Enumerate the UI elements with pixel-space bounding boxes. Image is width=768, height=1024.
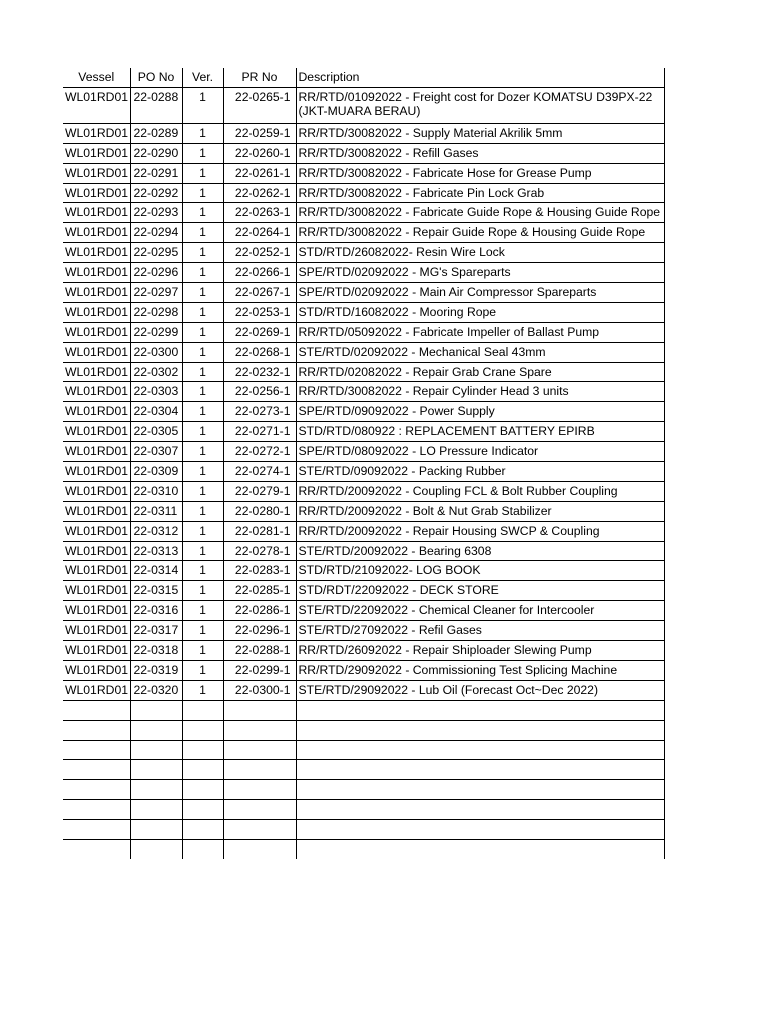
cell-po-no: 22-0295: [130, 243, 182, 263]
cell-ver: 1: [182, 163, 223, 183]
table-row: [63, 203, 664, 223]
empty-cell: [182, 839, 223, 858]
cell-pr-no: 22-0274-1: [223, 462, 296, 482]
cell-description: RR/RTD/30082022 - Supply Material Akrilik 5mm: [296, 123, 664, 143]
cell-description: SPE/RTD/02092022 - MG's Spareparts: [296, 263, 664, 283]
cell-ver: 1: [182, 601, 223, 621]
cell-vessel: WL01RD01: [63, 183, 130, 203]
cell-pr-no: 22-0268-1: [223, 342, 296, 362]
cell-ver: 1: [182, 481, 223, 501]
empty-row: [63, 700, 664, 720]
cell-vessel: WL01RD01: [63, 243, 130, 263]
cell-ver: 1: [182, 660, 223, 680]
cell-vessel: WL01RD01: [63, 501, 130, 521]
cell-pr-no: 22-0266-1: [223, 263, 296, 283]
table-row: [63, 561, 664, 581]
cell-pr-no: 22-0261-1: [223, 163, 296, 183]
cell-description: STE/RTD/09092022 - Packing Rubber: [296, 462, 664, 482]
cell-pr-no: 22-0286-1: [223, 601, 296, 621]
cell-po-no: 22-0313: [130, 541, 182, 561]
empty-row: [63, 839, 664, 858]
cell-vessel: WL01RD01: [63, 581, 130, 601]
cell-po-no: 22-0291: [130, 163, 182, 183]
table-row: [63, 422, 664, 442]
empty-cell: [223, 839, 296, 858]
cell-po-no: 22-0317: [130, 621, 182, 641]
empty-cell: [223, 800, 296, 820]
cell-description: RR/RTD/26092022 - Repair Shiploader Slewing Pump: [296, 641, 664, 661]
empty-cell: [296, 740, 664, 760]
empty-row: [63, 820, 664, 840]
cell-pr-no: 22-0253-1: [223, 302, 296, 322]
cell-vessel: WL01RD01: [63, 541, 130, 561]
cell-pr-no: 22-0300-1: [223, 680, 296, 700]
cell-pr-no: 22-0264-1: [223, 223, 296, 243]
cell-po-no: 22-0288: [130, 87, 182, 123]
cell-po-no: 22-0294: [130, 223, 182, 243]
cell-ver: 1: [182, 263, 223, 283]
cell-description: RR/RTD/05092022 - Fabricate Impeller of Ballast Pump: [296, 322, 664, 342]
cell-vessel: WL01RD01: [63, 561, 130, 581]
cell-vessel: WL01RD01: [63, 263, 130, 283]
empty-cell: [296, 700, 664, 720]
table-row: [63, 123, 664, 143]
empty-cell: [182, 800, 223, 820]
cell-description: SPE/RTD/08092022 - LO Pressure Indicator: [296, 442, 664, 462]
cell-pr-no: 22-0267-1: [223, 283, 296, 303]
table-row: [63, 87, 664, 123]
empty-cell: [296, 800, 664, 820]
cell-vessel: WL01RD01: [63, 302, 130, 322]
cell-pr-no: 22-0285-1: [223, 581, 296, 601]
cell-ver: 1: [182, 183, 223, 203]
cell-ver: 1: [182, 243, 223, 263]
empty-cell: [63, 740, 130, 760]
empty-cell: [130, 760, 182, 780]
cell-description: RR/RTD/20092022 - Bolt & Nut Grab Stabilizer: [296, 501, 664, 521]
cell-description: SPE/RTD/02092022 - Main Air Compressor Spareparts: [296, 283, 664, 303]
cell-ver: 1: [182, 521, 223, 541]
table-body: [63, 87, 664, 858]
table-row: [63, 143, 664, 163]
cell-po-no: 22-0312: [130, 521, 182, 541]
table-row: [63, 342, 664, 362]
cell-vessel: WL01RD01: [63, 382, 130, 402]
cell-description: RR/RTD/02082022 - Repair Grab Crane Spare: [296, 362, 664, 382]
cell-ver: 1: [182, 581, 223, 601]
cell-ver: 1: [182, 302, 223, 322]
empty-cell: [63, 720, 130, 740]
cell-po-no: 22-0305: [130, 422, 182, 442]
table-row: [63, 322, 664, 342]
table-row: [63, 581, 664, 601]
cell-description: RR/RTD/20092022 - Coupling FCL & Bolt Rubber Coupling: [296, 481, 664, 501]
cell-ver: 1: [182, 402, 223, 422]
table-row: [63, 223, 664, 243]
empty-cell: [182, 740, 223, 760]
cell-po-no: 22-0318: [130, 641, 182, 661]
table-row: [63, 163, 664, 183]
cell-vessel: WL01RD01: [63, 362, 130, 382]
cell-ver: 1: [182, 541, 223, 561]
cell-pr-no: 22-0269-1: [223, 322, 296, 342]
cell-ver: 1: [182, 641, 223, 661]
cell-pr-no: 22-0262-1: [223, 183, 296, 203]
cell-pr-no: 22-0232-1: [223, 362, 296, 382]
cell-description: STE/RTD/29092022 - Lub Oil (Forecast Oct~Dec 2022): [296, 680, 664, 700]
cell-vessel: WL01RD01: [63, 342, 130, 362]
cell-ver: 1: [182, 462, 223, 482]
table-row: [63, 680, 664, 700]
cell-vessel: WL01RD01: [63, 621, 130, 641]
cell-vessel: WL01RD01: [63, 680, 130, 700]
table-row: [63, 521, 664, 541]
cell-description: STD/RTD/16082022 - Mooring Rope: [296, 302, 664, 322]
cell-pr-no: 22-0259-1: [223, 123, 296, 143]
table-row: [63, 541, 664, 561]
cell-description: RR/RTD/30082022 - Repair Cylinder Head 3 units: [296, 382, 664, 402]
po-table: [63, 68, 665, 859]
cell-po-no: 22-0296: [130, 263, 182, 283]
header-description: Description: [296, 68, 664, 87]
table-row: [63, 621, 664, 641]
empty-cell: [223, 720, 296, 740]
table-row: [63, 641, 664, 661]
empty-cell: [223, 700, 296, 720]
header-ver: Ver.: [182, 68, 223, 87]
empty-cell: [223, 820, 296, 840]
cell-vessel: WL01RD01: [63, 521, 130, 541]
cell-ver: 1: [182, 442, 223, 462]
empty-cell: [223, 760, 296, 780]
cell-pr-no: 22-0283-1: [223, 561, 296, 581]
cell-ver: 1: [182, 203, 223, 223]
cell-ver: 1: [182, 123, 223, 143]
cell-vessel: WL01RD01: [63, 422, 130, 442]
cell-pr-no: 22-0280-1: [223, 501, 296, 521]
empty-cell: [63, 700, 130, 720]
cell-ver: 1: [182, 87, 223, 123]
empty-row: [63, 740, 664, 760]
table-row: [63, 263, 664, 283]
cell-po-no: 22-0302: [130, 362, 182, 382]
cell-po-no: 22-0289: [130, 123, 182, 143]
cell-po-no: 22-0311: [130, 501, 182, 521]
cell-vessel: WL01RD01: [63, 481, 130, 501]
table-row: [63, 382, 664, 402]
cell-description: RR/RTD/01092022 - Freight cost for Dozer KOMATSU D39PX-22 (JKT-MUARA BERAU): [296, 87, 664, 123]
empty-cell: [182, 820, 223, 840]
empty-cell: [296, 780, 664, 800]
cell-vessel: WL01RD01: [63, 223, 130, 243]
header-row: [63, 68, 664, 87]
table-row: [63, 402, 664, 422]
empty-row: [63, 760, 664, 780]
empty-cell: [296, 820, 664, 840]
empty-row: [63, 800, 664, 820]
cell-vessel: WL01RD01: [63, 163, 130, 183]
cell-po-no: 22-0304: [130, 402, 182, 422]
empty-cell: [130, 780, 182, 800]
cell-pr-no: 22-0279-1: [223, 481, 296, 501]
empty-cell: [182, 760, 223, 780]
empty-cell: [63, 800, 130, 820]
header-pr-no: PR No: [223, 68, 296, 87]
cell-description: SPE/RTD/09092022 - Power Supply: [296, 402, 664, 422]
cell-po-no: 22-0319: [130, 660, 182, 680]
cell-vessel: WL01RD01: [63, 283, 130, 303]
cell-pr-no: 22-0273-1: [223, 402, 296, 422]
table-row: [63, 183, 664, 203]
empty-cell: [63, 760, 130, 780]
cell-ver: 1: [182, 322, 223, 342]
cell-pr-no: 22-0252-1: [223, 243, 296, 263]
table-row: [63, 601, 664, 621]
cell-vessel: WL01RD01: [63, 87, 130, 123]
cell-po-no: 22-0309: [130, 462, 182, 482]
cell-vessel: WL01RD01: [63, 402, 130, 422]
cell-vessel: WL01RD01: [63, 143, 130, 163]
cell-vessel: WL01RD01: [63, 442, 130, 462]
cell-description: STE/RTD/02092022 - Mechanical Seal 43mm: [296, 342, 664, 362]
table-row: [63, 501, 664, 521]
cell-description: RR/RTD/20092022 - Repair Housing SWCP & Coupling: [296, 521, 664, 541]
cell-pr-no: 22-0281-1: [223, 521, 296, 541]
cell-description: RR/RTD/30082022 - Fabricate Hose for Grease Pump: [296, 163, 664, 183]
empty-cell: [63, 780, 130, 800]
cell-po-no: 22-0298: [130, 302, 182, 322]
cell-po-no: 22-0320: [130, 680, 182, 700]
cell-description: RR/RTD/30082022 - Fabricate Guide Rope & Housing Guide Rope: [296, 203, 664, 223]
cell-pr-no: 22-0260-1: [223, 143, 296, 163]
cell-description: RR/RTD/29092022 - Commissioning Test Splicing Machine: [296, 660, 664, 680]
table-row: [63, 283, 664, 303]
cell-ver: 1: [182, 621, 223, 641]
empty-row: [63, 720, 664, 740]
cell-po-no: 22-0293: [130, 203, 182, 223]
cell-ver: 1: [182, 382, 223, 402]
cell-ver: 1: [182, 143, 223, 163]
cell-description: RR/RTD/30082022 - Refill Gases: [296, 143, 664, 163]
cell-ver: 1: [182, 561, 223, 581]
empty-cell: [130, 839, 182, 858]
cell-po-no: 22-0297: [130, 283, 182, 303]
table-row: [63, 243, 664, 263]
cell-pr-no: 22-0288-1: [223, 641, 296, 661]
cell-description: STD/RTD/080922 : REPLACEMENT BATTERY EPIRB: [296, 422, 664, 442]
cell-description: RR/RTD/30082022 - Repair Guide Rope & Housing Guide Rope: [296, 223, 664, 243]
cell-vessel: WL01RD01: [63, 660, 130, 680]
cell-description: STD/RTD/26082022- Resin Wire Lock: [296, 243, 664, 263]
cell-ver: 1: [182, 362, 223, 382]
empty-cell: [63, 839, 130, 858]
empty-cell: [296, 760, 664, 780]
cell-po-no: 22-0292: [130, 183, 182, 203]
cell-pr-no: 22-0299-1: [223, 660, 296, 680]
empty-cell: [296, 839, 664, 858]
empty-cell: [130, 720, 182, 740]
empty-cell: [130, 800, 182, 820]
empty-cell: [182, 780, 223, 800]
cell-description: STD/RTD/21092022- LOG BOOK: [296, 561, 664, 581]
cell-po-no: 22-0307: [130, 442, 182, 462]
cell-po-no: 22-0300: [130, 342, 182, 362]
cell-vessel: WL01RD01: [63, 322, 130, 342]
empty-cell: [130, 740, 182, 760]
empty-cell: [223, 740, 296, 760]
cell-ver: 1: [182, 422, 223, 442]
cell-ver: 1: [182, 283, 223, 303]
cell-vessel: WL01RD01: [63, 641, 130, 661]
table-row: [63, 481, 664, 501]
empty-cell: [63, 820, 130, 840]
cell-description: STE/RTD/22092022 - Chemical Cleaner for Intercooler: [296, 601, 664, 621]
cell-description: RR/RTD/30082022 - Fabricate Pin Lock Grab: [296, 183, 664, 203]
empty-cell: [130, 700, 182, 720]
table-row: [63, 660, 664, 680]
cell-pr-no: 22-0263-1: [223, 203, 296, 223]
empty-cell: [223, 780, 296, 800]
cell-vessel: WL01RD01: [63, 601, 130, 621]
cell-po-no: 22-0315: [130, 581, 182, 601]
cell-description: STE/RTD/20092022 - Bearing 6308: [296, 541, 664, 561]
cell-po-no: 22-0310: [130, 481, 182, 501]
empty-cell: [296, 720, 664, 740]
header-po-no: PO No: [130, 68, 182, 87]
cell-po-no: 22-0314: [130, 561, 182, 581]
header-vessel: Vessel: [63, 68, 130, 87]
table-row: [63, 302, 664, 322]
cell-description: STD/RDT/22092022 - DECK STORE: [296, 581, 664, 601]
empty-cell: [182, 700, 223, 720]
cell-po-no: 22-0290: [130, 143, 182, 163]
table-row: [63, 462, 664, 482]
cell-pr-no: 22-0265-1: [223, 87, 296, 123]
table-row: [63, 362, 664, 382]
empty-cell: [182, 720, 223, 740]
cell-pr-no: 22-0278-1: [223, 541, 296, 561]
empty-row: [63, 780, 664, 800]
table-row: [63, 442, 664, 462]
cell-po-no: 22-0303: [130, 382, 182, 402]
cell-pr-no: 22-0256-1: [223, 382, 296, 402]
cell-vessel: WL01RD01: [63, 123, 130, 143]
cell-ver: 1: [182, 501, 223, 521]
cell-ver: 1: [182, 342, 223, 362]
cell-ver: 1: [182, 680, 223, 700]
cell-po-no: 22-0316: [130, 601, 182, 621]
cell-vessel: WL01RD01: [63, 203, 130, 223]
cell-ver: 1: [182, 223, 223, 243]
empty-cell: [130, 820, 182, 840]
cell-pr-no: 22-0296-1: [223, 621, 296, 641]
cell-pr-no: 22-0272-1: [223, 442, 296, 462]
cell-description: STE/RTD/27092022 - Refil Gases: [296, 621, 664, 641]
cell-vessel: WL01RD01: [63, 462, 130, 482]
cell-pr-no: 22-0271-1: [223, 422, 296, 442]
cell-po-no: 22-0299: [130, 322, 182, 342]
